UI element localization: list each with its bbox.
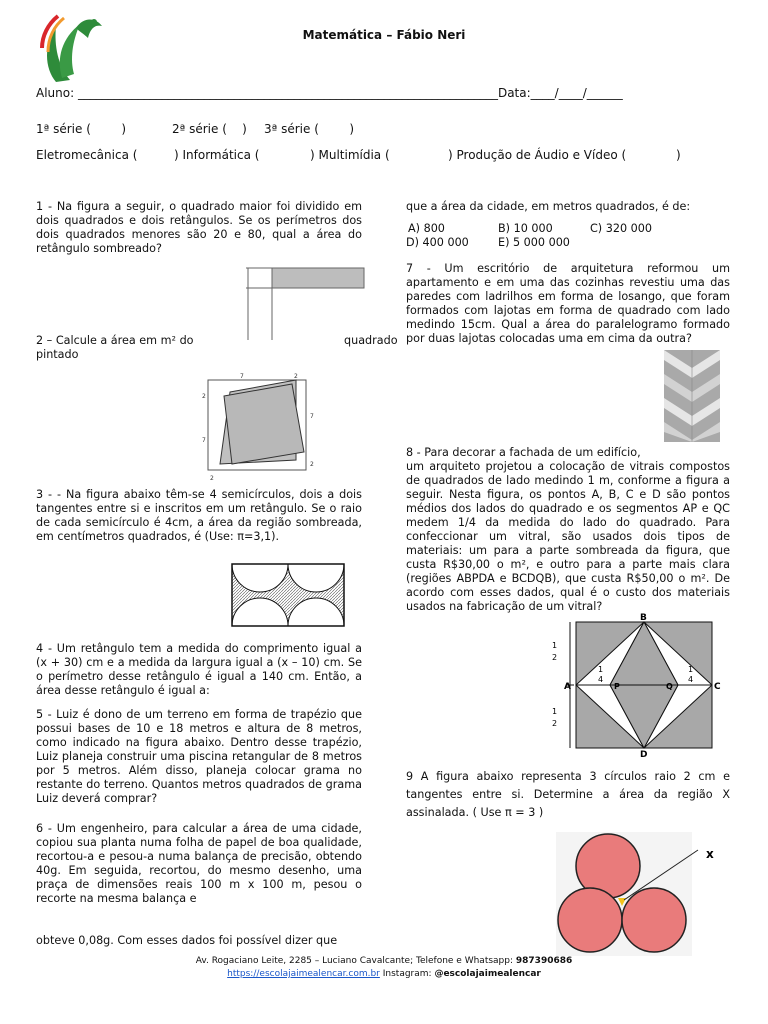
question-6: 6 - Um engenheiro, para calcular a área de uma cidade, copiou sua planta numa folha de papel de boa qualidade, recortou-a e pesou-a numa balança de precisão, obtendo 40g. Em seguida, recortou, do mesmo desenho, uma praça de dimensões reais 100 m x 100 m, pesou o recorte na mesma balança e	[36, 822, 362, 905]
q6-option-d: D) 400 000	[406, 236, 469, 249]
q2-figure	[200, 372, 320, 482]
question-5: 5 - Luiz é dono de um terreno em forma de trapézio que possui bases de 10 e 18 metros e altura de 8 metros, como indicado na figura abaixo. Dentro desse trapézio, Luiz planeja construir uma piscina retangular de 8 metros por 5 metros. Além disso, planeja colocar grama no restante do terreno. Quantos metros quadrados de grama Luiz deverá comprar?	[36, 708, 362, 805]
question-1: 1 - Na figura a seguir, o quadrado maior foi dividido em dois quadrados e dois retângulos. Se os perímetros dos dois quadrados menores são 20 e 80, qual a área do retângulo sombreado?	[36, 200, 362, 255]
course-multimidia: ) Multimídia (	[310, 148, 390, 162]
question-2-start: 2 – Calcule a área em m² do	[36, 334, 194, 347]
q6-option-b: B) 10 000	[498, 222, 553, 235]
question-8-start: 8 - Para decorar a fachada de um edifício,	[406, 446, 641, 459]
question-4: 4 - Um retângulo tem a medida do comprimento igual a (x + 30) cm e a medida da largura igual a (x – 10) cm. Se o perímetro desse retângulo é igual a 140 cm. Então, a área desse retângulo é igual a:	[36, 642, 362, 697]
q2-label-right-b: 2	[310, 461, 314, 468]
question-3: 3 - - Na figura abaixo têm-se 4 semicírculos, dois a dois tangentes entre si e inscritos em um retângulo. Se o raio de cada semicírculo é 4cm, a área da região sombreada, em centímetros quadrados, é (Use: π=3,1).	[36, 488, 362, 543]
page-title: Matemática – Fábio Neri	[302, 28, 466, 42]
q7-tile-figure	[664, 350, 720, 442]
label-Q: Q	[666, 682, 673, 691]
label-P: P	[614, 682, 620, 691]
grade-2: 2ª série ( )	[172, 122, 247, 136]
label-half-top-num: 1	[552, 641, 558, 650]
label-quarter-left-num: 1	[598, 665, 604, 674]
q2-label-top-a: 7	[240, 373, 244, 380]
label-half-bot-num: 1	[552, 707, 558, 716]
question-7: 7 - Um escritório de arquitetura reformou um apartamento e em uma das cozinhas revestiu uma das paredes com ladrilhos em forma de losango, que foram formados com lajotas em forma de quadrado com lado medindo 15cm. Qual a área do paralelogramo formado por duas lajotas colocadas uma em cima da outra?	[406, 262, 730, 345]
q9-circles-figure	[556, 832, 736, 958]
course-audio-video: ) Produção de Áudio e Vídeo (	[448, 148, 627, 162]
course-informatica: ) Informática (	[174, 148, 260, 162]
student-name-line: Aluno: ______________________________________________________________________Data:____/____/______	[36, 86, 623, 100]
question-6-continued: obteve 0,08g. Com esses dados foi possível dizer que	[36, 934, 338, 947]
label-half-top-den: 2	[552, 653, 558, 662]
q3-figure	[230, 562, 346, 628]
label-C: C	[714, 682, 721, 692]
q2-label-left-b: 7	[202, 437, 206, 444]
label-B: B	[640, 613, 647, 623]
footer-instagram-label: Instagram:	[382, 969, 432, 979]
footer-phone: 987390686	[515, 956, 573, 966]
q2-label-bottom-a: 2	[210, 475, 214, 482]
grade-3: 3ª série ( )	[264, 122, 355, 136]
q6-option-c: C) 320 000	[590, 222, 652, 235]
q9-label-x: x	[706, 847, 714, 861]
label-quarter-right-num: 1	[688, 665, 694, 674]
label-half-bot-den: 2	[552, 719, 558, 728]
footer-address-text: Av. Rogaciano Leite, 2285 – Luciano Cavalcante; Telefone e Whatsapp:	[195, 956, 514, 966]
q1-figure	[246, 266, 366, 342]
course-eletromecanica: Eletromecânica (	[36, 148, 138, 162]
question-6-end: que a área da cidade, em metros quadrados, é de:	[406, 200, 691, 213]
course-close: )	[676, 148, 681, 162]
question-8: um arquiteto projetou a colocação de vitrais compostos de quadrados de lado medindo 1 m, conforme a figura a seguir. Nesta figura, os pontos A, B, C e D são pontos médios dos lados do quadrado e os segmentos AP e QC medem 1/4 da medida do lado do quadrado. Para confeccionar um vitral, são usados dois tipos de materiais: um para a parte sombreada da figura, que custa R$30,00 o m², e outro para a parte mais clara (regiões ABPDA e BCDQB), que custa R$50,00 o m². De acordo com esses dados, qual é o custo dos materiais usados na fabricação de um vitral?	[406, 460, 730, 613]
grade-1: 1ª série ( )	[36, 122, 127, 136]
footer-address	[0, 956, 768, 966]
question-9: 9 A figura abaixo representa 3 círculos raio 2 cm e tangentes entre si. Determine a área da região X assinalada. ( Use π = 3 )	[406, 770, 730, 819]
q6-option-e: E) 5 000 000	[498, 236, 570, 249]
footer-links	[0, 969, 768, 979]
q8-vitral-figure	[542, 612, 726, 758]
question-2-end: pintado	[36, 348, 79, 361]
q6-option-a: A) 800	[408, 222, 445, 235]
school-logo	[36, 8, 106, 86]
footer-website-link[interactable]: https://escolajaimealencar.com.br	[227, 969, 380, 979]
label-quarter-left-den: 4	[598, 675, 604, 684]
label-A: A	[564, 682, 571, 692]
question-2-word: quadrado	[344, 334, 398, 347]
q2-label-left-a: 2	[202, 393, 206, 400]
q2-label-top-b: 2	[294, 373, 298, 380]
label-quarter-right-den: 4	[688, 675, 694, 684]
footer-instagram-handle[interactable]: @escolajaimealencar	[434, 969, 541, 979]
q2-label-right-a: 7	[310, 413, 314, 420]
label-D: D	[640, 750, 648, 760]
